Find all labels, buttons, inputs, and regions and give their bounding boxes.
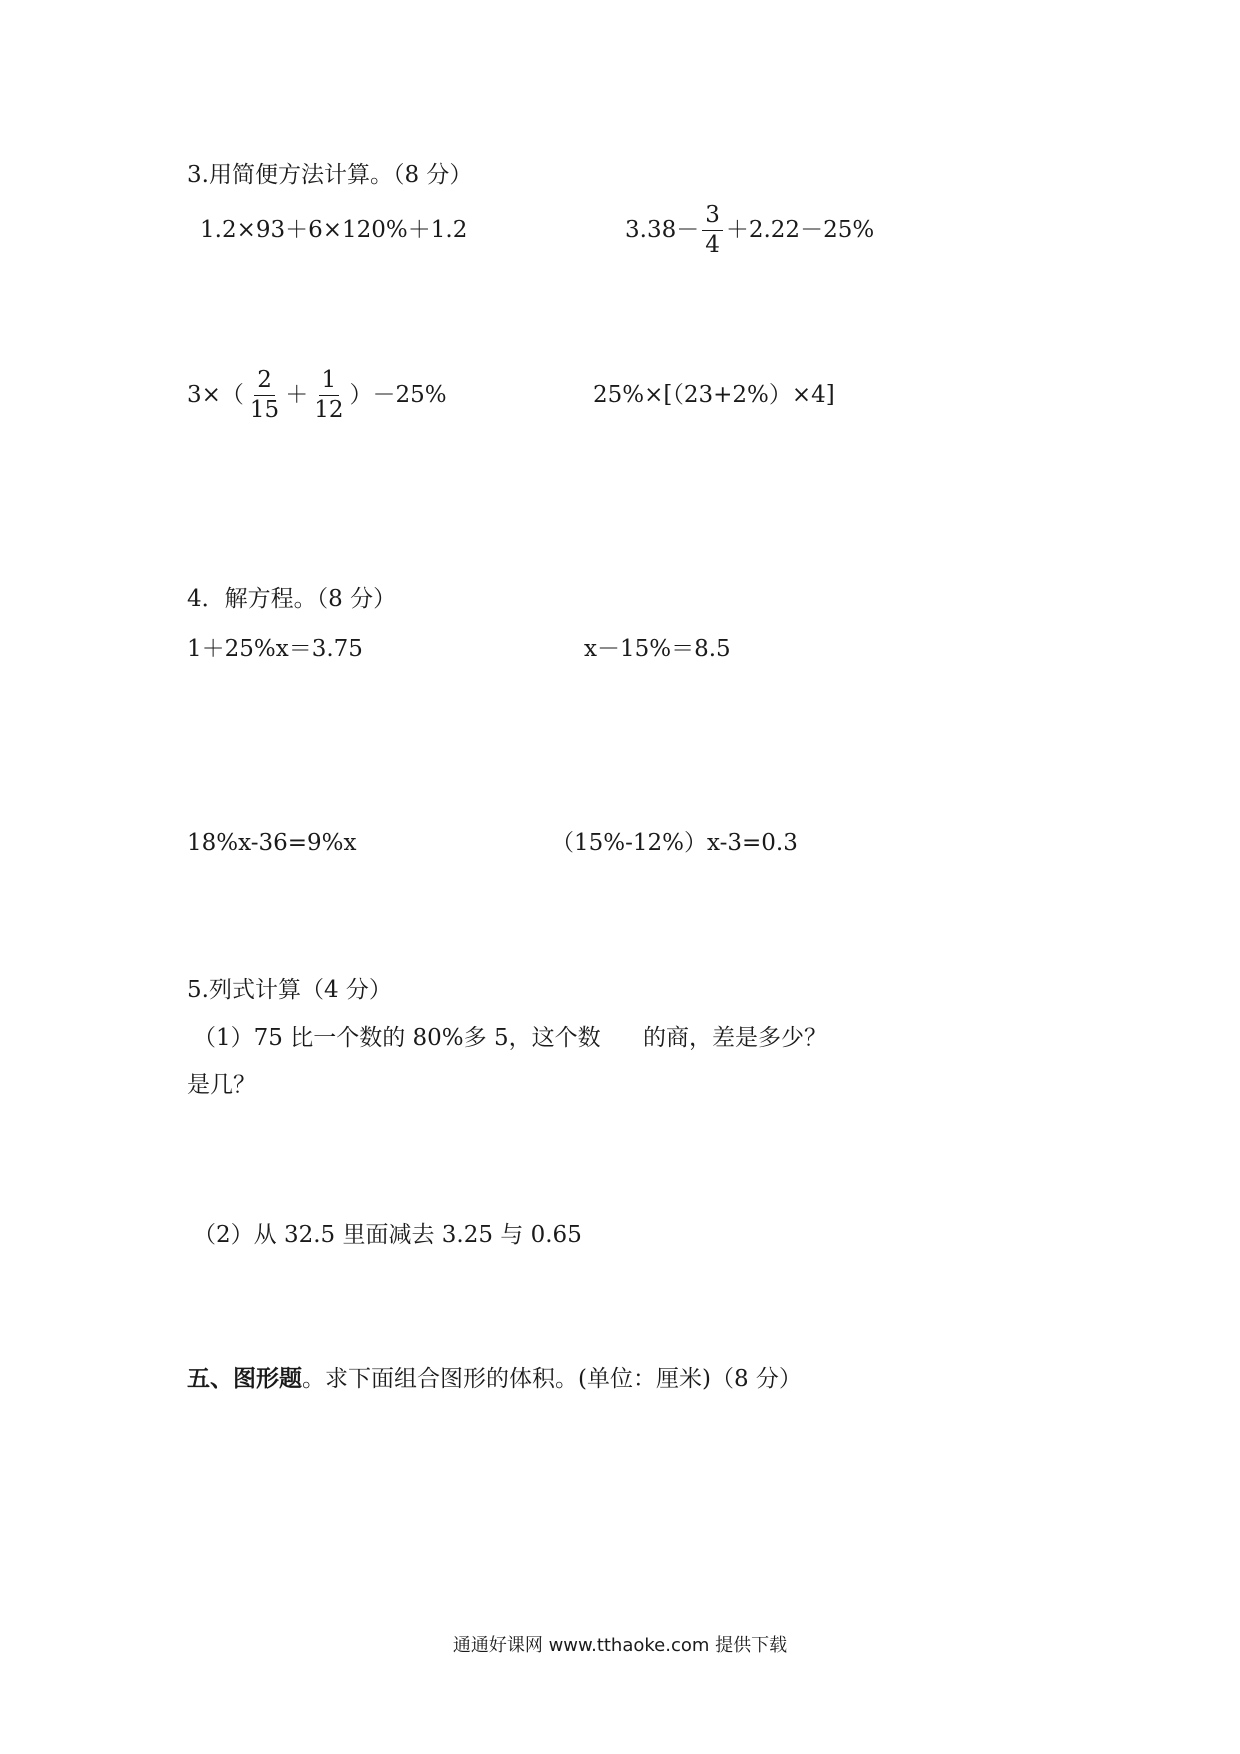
fraction-3-4 [702, 201, 723, 258]
question-1-part-b: 的商，差是多少？ [643, 1025, 827, 1051]
equation-3: 18%x-36=9%x [187, 830, 357, 856]
fraction-denominator: 15 [249, 396, 280, 423]
fraction-2-15 [247, 366, 282, 423]
section-shapes-title [187, 1364, 802, 1394]
section-shapes-heading: 五、图形题 [187, 1365, 302, 1392]
fraction-denominator: 12 [314, 396, 344, 423]
section5-title: 5.列式计算（4 分） [187, 977, 392, 1003]
fraction-1-12 [311, 366, 346, 423]
problem-3-4: 25%×[（23+2%）×4] [593, 382, 835, 408]
problem-3-1: 1.2×93＋6×120%＋1.2 [200, 217, 468, 243]
equation-4: （15%-12%）x-3=0.3 [551, 830, 798, 856]
equation-2: x－15%＝8.5 [584, 636, 731, 662]
problem-3-2 [625, 197, 874, 263]
fraction-numerator: 3 [702, 204, 723, 231]
equation-1: 1＋25%x＝3.75 [187, 636, 363, 662]
problem-3-3-part-a: 3×（ [187, 382, 244, 408]
section3-title: 3.用简便方法计算。（8 分） [187, 162, 473, 188]
fraction-numerator: 2 [254, 369, 275, 396]
fraction-numerator: 1 [319, 369, 340, 396]
question-2: （2）从 32.5 里面减去 3.25 与 0.65 [193, 1222, 582, 1248]
question-1-part-c: 是几？ [187, 1072, 256, 1098]
problem-3-3 [187, 362, 447, 428]
fraction-denominator: 4 [705, 231, 720, 258]
plus-sign: ＋ [285, 382, 309, 408]
section-shapes-instruction: 。求下面组合图形的体积。(单位：厘米)（8 分） [302, 1366, 802, 1392]
question-1-part-a: （1）75 比一个数的 80%多 5，这个数 [193, 1025, 601, 1051]
problem-3-2-part-b: ＋2.22－25% [725, 217, 875, 243]
problem-3-2-part-a: 3.38－ [625, 217, 700, 243]
problem-3-3-part-b: ）－25% [349, 382, 447, 408]
section4-title: 4．解方程。（8 分） [187, 586, 397, 612]
footer-watermark: 通通好课网 www.tthaoke.com 提供下载 [452, 1635, 788, 1656]
